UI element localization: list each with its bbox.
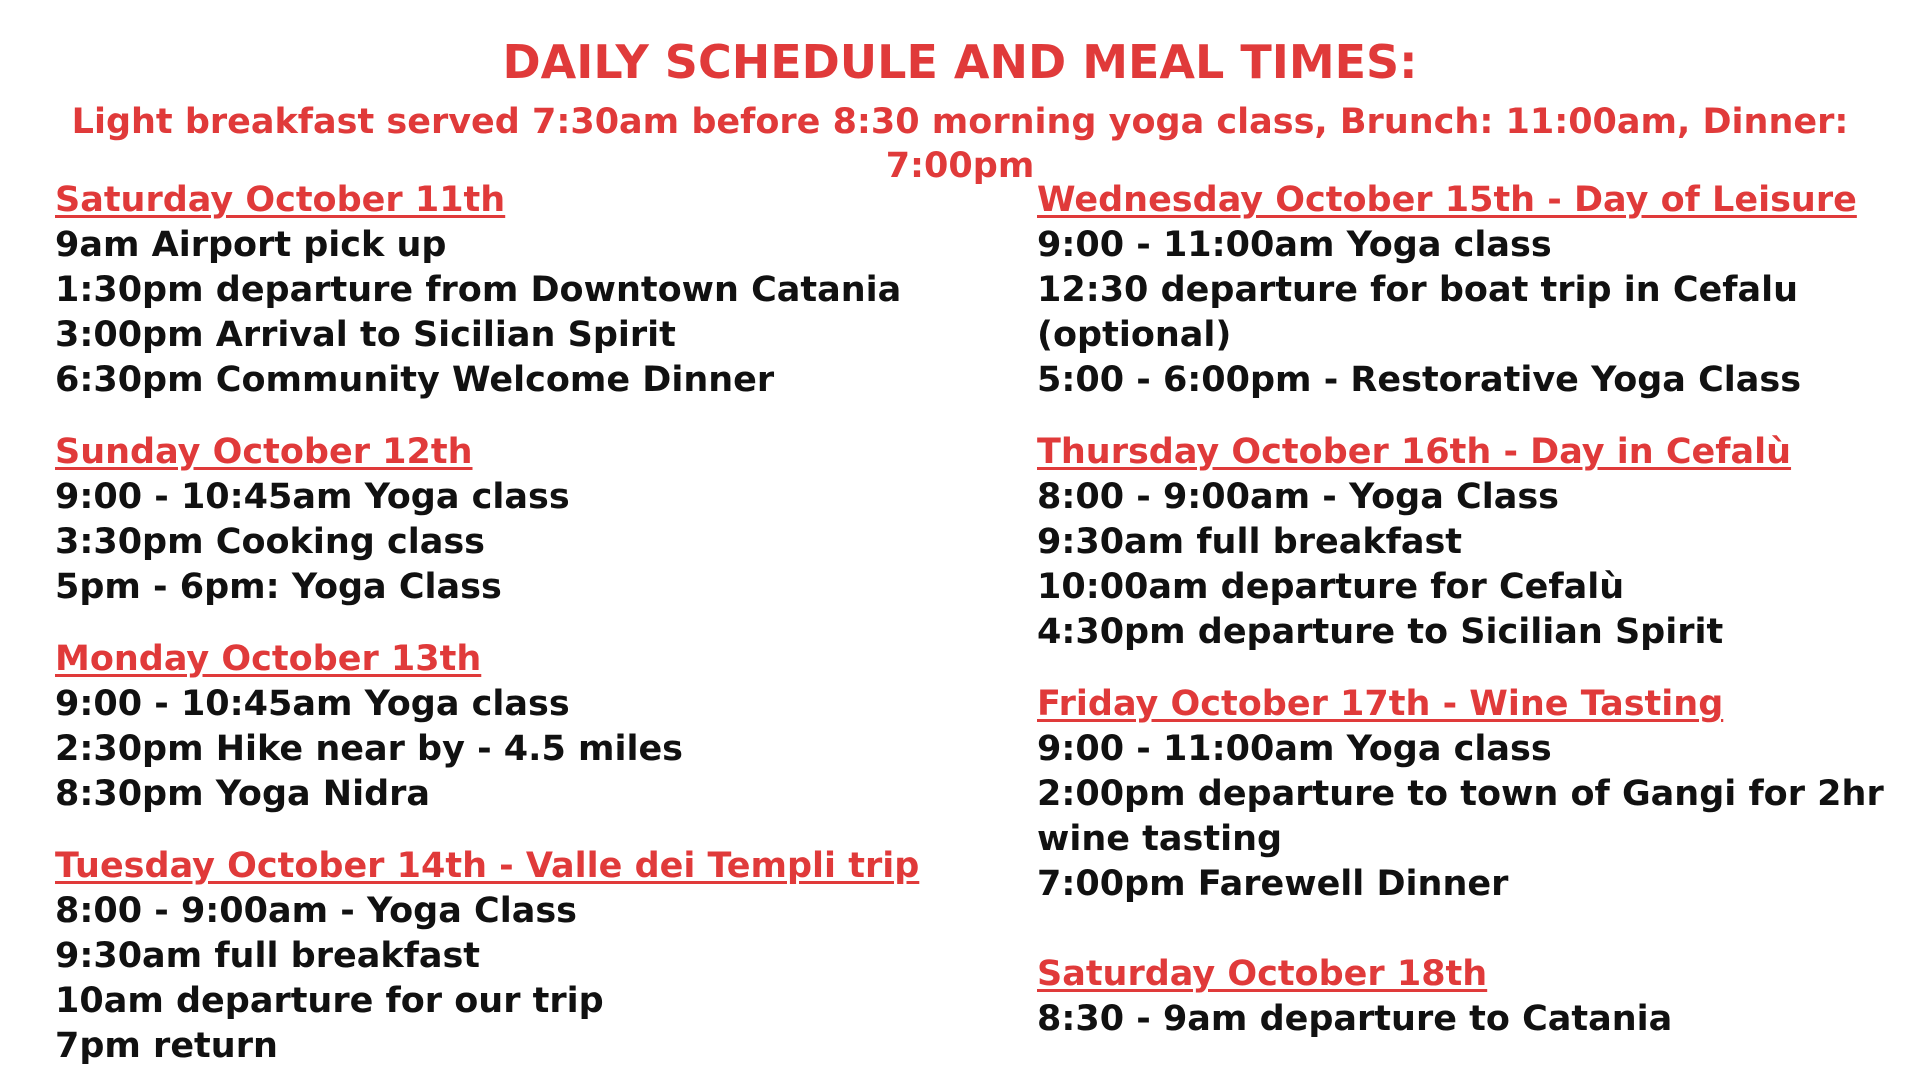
day-thursday-oct-16 — [1037, 430, 1897, 655]
schedule-item: 8:30pm Yoga Nidra — [55, 774, 431, 814]
schedule-item: 8:00 - 9:00am - Yoga Class — [1037, 477, 1559, 517]
schedule-item: 1:30pm departure from Downtown Catania — [55, 270, 902, 310]
day-monday-oct-13 — [55, 637, 1015, 817]
day-heading: Friday October 17th - Wine Tasting — [1037, 684, 1724, 724]
schedule-item: 10:00am departure for Cefalù — [1037, 567, 1625, 607]
day-sunday-oct-12 — [55, 430, 1015, 610]
schedule-item: 9:00 - 11:00am Yoga class — [1037, 225, 1552, 265]
day-heading: Tuesday October 14th - Valle dei Templi trip — [55, 846, 920, 886]
schedule-item: 9:30am full breakfast — [55, 936, 481, 976]
schedule-item: 5:00 - 6:00pm - Restorative Yoga Class — [1037, 360, 1802, 400]
schedule-item: 6:30pm Community Welcome Dinner — [55, 360, 775, 400]
schedule-right-column — [1037, 178, 1897, 1042]
page-title: DAILY SCHEDULE AND MEAL TIMES: — [502, 35, 1418, 89]
schedule-item: 9am Airport pick up — [55, 225, 447, 265]
day-wednesday-oct-15 — [1037, 178, 1897, 403]
day-heading: Wednesday October 15th - Day of Leisure — [1037, 180, 1857, 220]
schedule-item: 4:30pm departure to Sicilian Spirit — [1037, 612, 1724, 652]
day-saturday-oct-18 — [1037, 952, 1897, 1042]
schedule-item: 12:30 departure for boat trip in Cefalu (optional) — [1037, 270, 1799, 355]
schedule-item: 9:00 - 10:45am Yoga class — [55, 477, 570, 517]
meal-times-subtitle: Light breakfast served 7:30am before 8:30 morning yoga class, Brunch: 11:00am, Dinner: 7:00pm — [71, 102, 1849, 186]
day-tuesday-oct-14 — [55, 844, 1015, 1069]
schedule-item: 8:00 - 9:00am - Yoga Class — [55, 891, 577, 931]
day-friday-oct-17 — [1037, 682, 1897, 907]
schedule-item: 3:00pm Arrival to Sicilian Spirit — [55, 315, 676, 355]
schedule-item: 8:30 - 9am departure to Catania — [1037, 999, 1673, 1039]
schedule-item: 3:30pm Cooking class — [55, 522, 485, 562]
schedule-item: 2:30pm Hike near by - 4.5 miles — [55, 729, 684, 769]
day-saturday-oct-11 — [55, 178, 1015, 403]
schedule-item: 7pm return — [55, 1026, 278, 1066]
schedule-item: 9:00 - 10:45am Yoga class — [55, 684, 570, 724]
schedule-item: 9:30am full breakfast — [1037, 522, 1463, 562]
day-heading: Monday October 13th — [55, 639, 482, 679]
day-heading: Thursday October 16th - Day in Cefalù — [1037, 432, 1792, 472]
day-heading: Saturday October 18th — [1037, 954, 1488, 994]
schedule-item: 5pm - 6pm: Yoga Class — [55, 567, 502, 607]
day-heading: Saturday October 11th — [55, 180, 506, 220]
schedule-item: 9:00 - 11:00am Yoga class — [1037, 729, 1552, 769]
schedule-item: 2:00pm departure to town of Gangi for 2hr wine tasting — [1037, 774, 1884, 859]
schedule-item: 10am departure for our trip — [55, 981, 604, 1021]
day-heading: Sunday October 12th — [55, 432, 473, 472]
schedule-item: 7:00pm Farewell Dinner — [1037, 864, 1509, 904]
schedule-left-column — [55, 178, 1015, 1069]
